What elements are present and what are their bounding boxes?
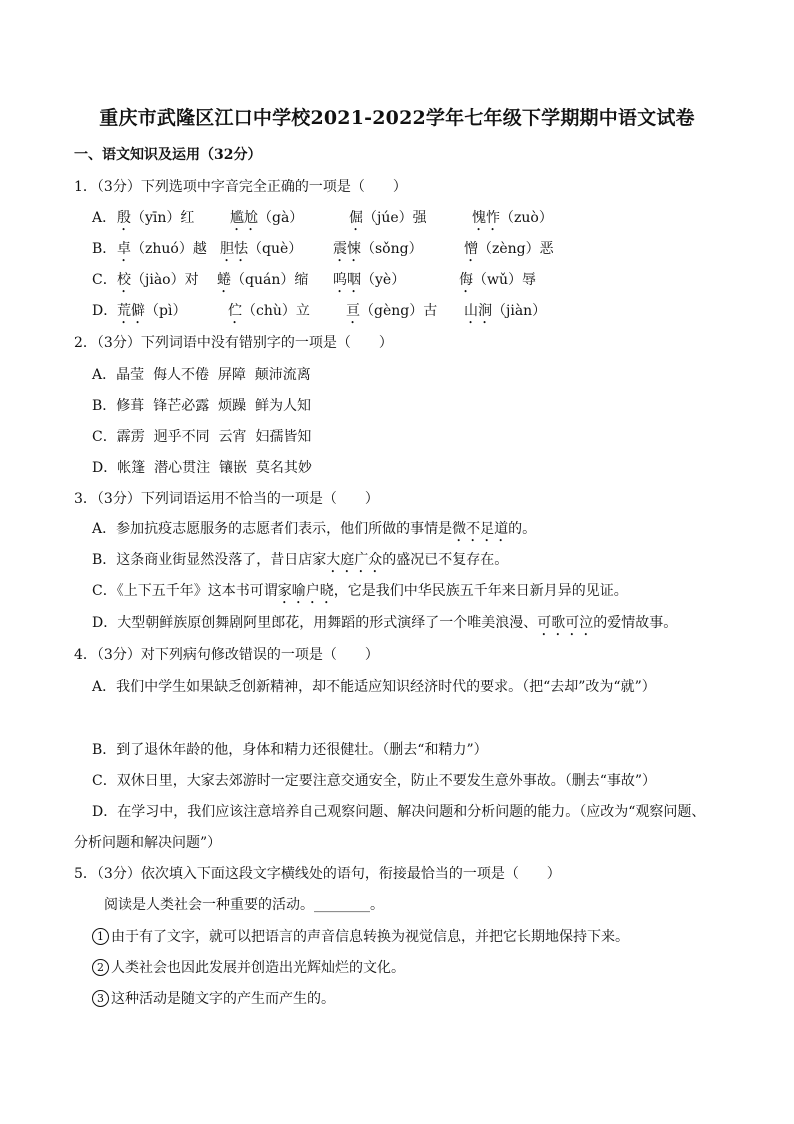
pinyin-item: 山涧（jiàn） xyxy=(464,303,547,319)
option-label: C． xyxy=(92,272,117,288)
pinyin-item: 倔（júe）强 xyxy=(349,210,427,226)
pinyin-item: 侮（wǔ）辱 xyxy=(459,272,536,288)
question-3-option-b: B．这条商业街显然没落了，昔日店家大庭广众的盛况已不复存在。 xyxy=(92,552,509,568)
question-3-option-d: D．大型朝鲜族原创舞剧阿里郎花，用舞蹈的形式演绎了一个唯美浪漫、可歌可泣的爱情故事。 xyxy=(92,615,678,631)
pinyin-item: 荒僻（pì） xyxy=(117,303,187,319)
pinyin-item: 卓（zhuó）越 xyxy=(117,241,207,257)
option-label: B． xyxy=(92,241,117,257)
question-3-stem: 3．（3分）下列词语运用不恰当的一项是（ ） xyxy=(74,491,379,507)
pinyin-item: 胆怯（què） xyxy=(220,241,303,257)
question-2-option-d: D．帐篷 潜心贯注 镶嵌 莫名其妙 xyxy=(92,460,312,476)
pinyin-item: 尴尬（gà） xyxy=(230,210,304,226)
question-4-option-b: B．到了退休年龄的他，身体和精力还很健壮。（删去“和精力”） xyxy=(92,742,488,758)
pinyin-item: 震悚（sǒng） xyxy=(333,241,423,257)
question-4-option-d-line1: D．在学习中，我们应该注意培养自己观察问题、解决问题和分析问题的能力。（应改为“观察问题、 xyxy=(92,804,706,820)
pinyin-item: 愧怍（zuò） xyxy=(472,210,553,226)
question-5-sentence-1: 1 由于有了文字，就可以把语言的声音信息转换为视觉信息，并把它长期地保持下来。 xyxy=(92,926,629,946)
document-title: 重庆市武隆区江口中学校2021-2022学年七年级下学期期中语文试卷 xyxy=(99,107,695,129)
question-4-option-d-line2: 分析问题和解决问题”） xyxy=(74,835,222,851)
pinyin-item: 殷（yīn）红 xyxy=(117,210,195,226)
circled-number: 1 xyxy=(92,928,109,945)
question-2-option-b: B．修葺 锋芒必露 烦躁 鲜为人知 xyxy=(92,398,311,414)
question-4-option-c: C．双休日里，大家去郊游时一定要注意交通安全，防止不要发生意外事故。（删去“事故”） xyxy=(92,773,657,789)
question-5-sentence-3: 3 这种活动是随文字的产生而产生的。 xyxy=(92,988,335,1008)
section-heading: 一、语文知识及运用（32分） xyxy=(74,147,262,163)
pinyin-item: 蜷（quán）缩 xyxy=(217,272,309,288)
pinyin-item: 憎（zèng）恶 xyxy=(464,241,554,257)
question-5-stem: 5．（3分）依次填入下面这段文字横线处的语句，衔接最恰当的一项是（ ） xyxy=(74,866,561,882)
question-2-option-c: C．霹雳 迥乎不同 云宵 妇孺皆知 xyxy=(92,429,312,445)
question-2-option-a: A．晶莹 侮人不倦 屏障 颠沛流离 xyxy=(92,367,311,383)
question-4-option-a: A．我们中学生如果缺乏创新精神，却不能适应知识经济时代的要求。（把“去却”改为“就”） xyxy=(92,679,656,695)
question-4-stem: 4．（3分）对下列病句修改错误的一项是（ ） xyxy=(74,647,379,663)
pinyin-item: 伫（chù）立 xyxy=(228,303,310,319)
option-label: D． xyxy=(92,303,118,319)
circled-number: 3 xyxy=(92,990,109,1007)
option-label: A． xyxy=(92,210,117,226)
pinyin-item: 校（jiào）对 xyxy=(117,272,199,288)
question-3-option-a: A．参加抗疫志愿服务的志愿者们表示，他们所做的事情是微不足道的。 xyxy=(92,521,537,537)
question-5-sentence-2: 2 人类社会也因此发展并创造出光辉灿烂的文化。 xyxy=(92,957,405,977)
circled-number: 2 xyxy=(92,959,109,976)
question-3-option-c: C．《上下五千年》这本书可谓家喻户晓，它是我们中华民族五千年来日新月异的见证。 xyxy=(92,583,628,599)
question-2-stem: 2．（3分）下列词语中没有错别字的一项是（ ） xyxy=(74,335,393,351)
question-5-lead: 阅读是人类社会一种重要的活动。________。 xyxy=(104,897,384,913)
question-1-stem: 1．（3分）下列选项中字音完全正确的一项是（ ） xyxy=(74,179,407,195)
pinyin-item: 亘（gèng）古 xyxy=(346,303,438,319)
pinyin-item: 呜咽（yè） xyxy=(333,272,406,288)
